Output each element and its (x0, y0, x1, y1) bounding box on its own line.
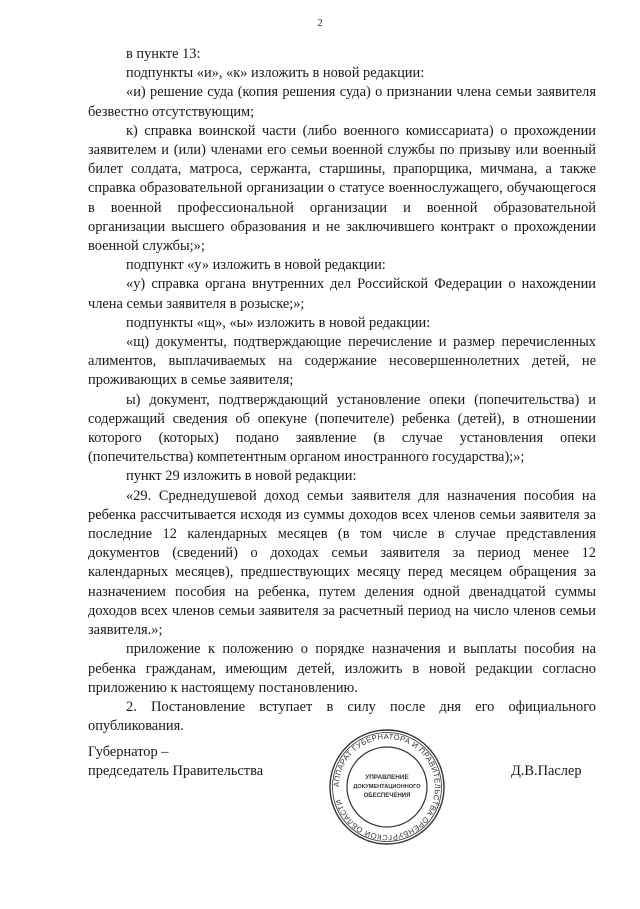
official-stamp (327, 727, 447, 847)
paragraph: «и) решение суда (копия решения суда) о признании члена семьи заявителя безвестно отсутствующим; (88, 84, 596, 120)
paragraph: «щ) документы, подтверждающие перечисление и размер перечисленных алиментов, выплачиваемых на содержание несовершеннолетних детей, не проживающих в семье заявителя; (88, 334, 596, 389)
paragraph: подпункты «и», «к» изложить в новой редакции: (126, 65, 425, 82)
signatory-title (88, 743, 263, 781)
page-number: 2 (317, 17, 323, 29)
stamp-inner-line: УПРАВЛЕНИЕ (365, 774, 409, 781)
paragraph: ы) документ, подтверждающий установление опеки (попечительства) и содержащий сведения об опекуне (попечителе) ребенка (детей), в отношении которого (которых) подано заявление (в случае установления опеки (попечительства) компетентным органом иностранного государства);»; (88, 391, 596, 466)
paragraph: к) справка воинской части (либо военного комиссариата) о прохождении заявителем и (или) членами его семьи военной службы по призыву или военный билет солдата, матроса, сержанта, старшины, прапорщика, мичмана, а также справка образовательной организации о статусе военнослужащего, обучающегося в военной профессиональной организации и военной образовательной организации высшего образования и не заключившего контракт о прохождении военной службы;»; (88, 122, 596, 255)
paragraph: «у) справка органа внутренних дел Российской Федерации о нахождении члена семьи заявителя в розыске;»; (88, 276, 596, 312)
paragraph: подпункты «щ», «ы» изложить в новой редакции: (126, 314, 431, 331)
signatory-name: Д.В.Паслер (511, 763, 582, 779)
stamp-outer-text: АППАРАТ ГУБЕРНАТОРА И ПРАВИТЕЛЬСТВА ОРЕНБУРГСКОЙ ОБЛАСТИ (331, 731, 443, 843)
paragraph: «29. Среднедушевой доход семьи заявителя для назначения пособия на ребенка рассчитывается исходя из суммы доходов всех членов семьи заявителя за последние 12 календарных месяцев (в том числе в случае представления документов (сведений) о доходах семьи заявителя за период менее 12 календарных месяцев), предшествующих месяцу перед месяцем обращения за назначением пособия на ребенка, путем деления одной двенадцатой суммы доходов всех членов семьи заявителя за расчетный период на число членов семьи заявителя.»; (88, 487, 596, 639)
paragraph: приложение к положению о порядке назначения и выплаты пособия на ребенка гражданам, имеющим детей, изложить в новой редакции согласно приложению к настоящему постановлению. (88, 641, 596, 696)
paragraph: 2. Постановление вступает в силу после дня его официального опубликования. (88, 698, 596, 735)
document-body (88, 45, 596, 736)
paragraph: пункт 29 изложить в новой редакции: (126, 468, 357, 485)
paragraph: в пункте 13: (126, 46, 201, 62)
stamp-inner-line: ОБЕСПЕЧЕНИЯ (363, 793, 411, 799)
paragraph: подпункт «у» изложить в новой редакции: (126, 257, 386, 274)
signatory-title-line: председатель Правительства (88, 763, 264, 780)
signatory-title-line: Губернатор – (88, 744, 169, 760)
stamp-inner-line: ДОКУМЕНТАЦИОННОГО (353, 784, 421, 790)
